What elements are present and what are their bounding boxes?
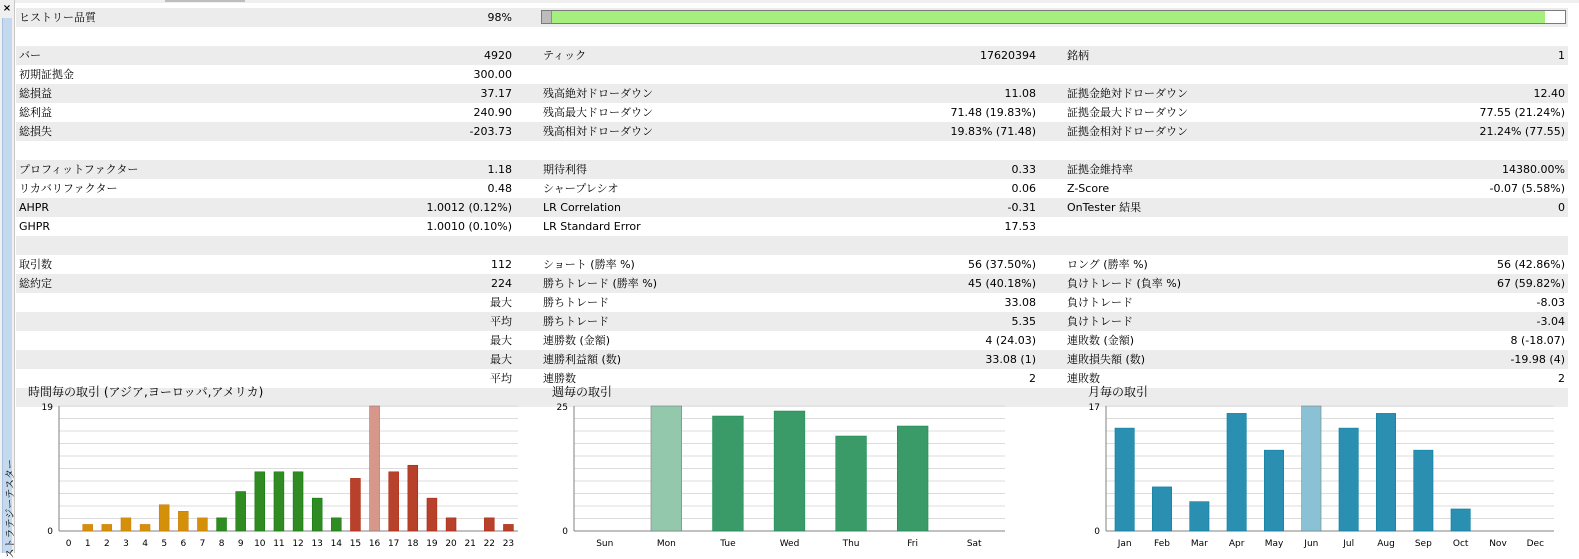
stats-label: 勝ちトレード <box>543 315 609 328</box>
history-quality-value: 98% <box>487 11 512 24</box>
bar <box>774 411 805 531</box>
bar <box>121 518 131 531</box>
x-tick-label: 5 <box>161 539 168 549</box>
stats-value: 0.06 <box>1011 182 1036 195</box>
bar <box>389 472 399 531</box>
weekly-chart <box>552 383 1007 553</box>
stats-value: 12.40 <box>1533 87 1565 100</box>
bar <box>274 472 284 531</box>
bar <box>484 518 494 531</box>
x-tick-label: Sat <box>966 539 982 549</box>
stats-label: 勝ちトレード (勝率 %) <box>543 277 658 290</box>
stats-label: 期待利得 <box>543 163 587 176</box>
stats-label: OnTester 結果 <box>1067 201 1142 214</box>
stats-label: 証拠金維持率 <box>1067 163 1133 176</box>
bar <box>1227 413 1246 531</box>
stats-label: LR Correlation <box>543 201 621 214</box>
y-tick-label: 0 <box>1094 527 1100 537</box>
stats-label: Z-Score <box>1067 182 1110 195</box>
stats-value: -0.07 (5.58%) <box>1489 182 1565 195</box>
stats-value: 平均 <box>490 372 512 385</box>
stats-label: GHPR <box>19 220 51 233</box>
x-tick-label: Sun <box>596 539 614 549</box>
x-tick-label: Jun <box>1304 539 1319 549</box>
stats-label: 総損失 <box>19 125 52 138</box>
stats-value: 最大 <box>490 334 512 347</box>
stats-row <box>16 122 1568 141</box>
x-tick-label: 6 <box>180 539 187 549</box>
bar <box>446 518 456 531</box>
x-tick-label: 20 <box>445 539 457 549</box>
stats-value <box>1368 65 1565 84</box>
bar <box>83 524 93 531</box>
x-tick-label: 1 <box>84 539 91 549</box>
bar <box>1264 450 1283 531</box>
bar <box>503 524 513 531</box>
stats-label: 取引数 <box>19 258 52 271</box>
bar <box>140 524 150 531</box>
monthly-chart-title: 月毎の取引 <box>1088 385 1149 399</box>
x-tick-label: May <box>1264 539 1284 549</box>
y-tick-label: 0 <box>47 527 53 537</box>
stats-label <box>19 293 179 312</box>
stats-label <box>543 65 863 84</box>
stats-label <box>543 236 863 255</box>
stats-label: 連勝利益額 (数) <box>543 353 622 366</box>
stats-label <box>1067 141 1367 160</box>
bar <box>1152 487 1171 531</box>
x-tick-label: Thu <box>842 539 860 549</box>
stats-label <box>19 312 179 331</box>
stats-value: -203.73 <box>469 125 512 138</box>
weekly-chart-title: 週毎の取引 <box>552 385 613 399</box>
stats-label <box>19 331 179 350</box>
bar <box>217 518 227 531</box>
stats-label <box>543 141 863 160</box>
monthly-chart <box>1088 383 1556 553</box>
stats-row <box>16 331 1568 350</box>
stats-row <box>16 217 1568 236</box>
bar <box>408 465 418 531</box>
stats-value: 4920 <box>484 49 512 62</box>
stats-label: 連敗損失額 (数) <box>1067 353 1146 366</box>
stats-value <box>186 27 512 46</box>
x-tick-label: 11 <box>273 539 285 549</box>
stats-label: 銘柄 <box>1067 49 1089 62</box>
x-tick-label: 3 <box>123 539 129 549</box>
top-tab-strip <box>0 0 1579 3</box>
bar <box>312 498 322 531</box>
side-panel <box>0 0 17 559</box>
bar <box>651 406 682 531</box>
y-tick-label: 0 <box>562 527 568 537</box>
stats-label: 初期証拠金 <box>19 68 74 81</box>
bar <box>1190 502 1209 531</box>
x-tick-label: Oct <box>1452 539 1469 549</box>
stats-label <box>1067 27 1367 46</box>
stats-label: 証拠金最大ドローダウン <box>1067 106 1188 119</box>
x-tick-label: Jul <box>1343 539 1355 549</box>
stats-value: 14380.00% <box>1502 163 1565 176</box>
bar <box>1451 509 1470 531</box>
stats-label: シャープレシオ <box>543 182 619 195</box>
stats-label: 証拠金絶対ドローダウン <box>1067 87 1188 100</box>
stats-value <box>866 236 1036 255</box>
stats-label: 負けトレード <box>1067 315 1133 328</box>
x-tick-label: 2 <box>103 539 110 549</box>
stats-value <box>866 27 1036 46</box>
stats-row <box>16 198 1568 217</box>
stats-row <box>16 84 1568 103</box>
stats-label: プロフィットファクター <box>19 163 139 176</box>
stats-label: 連勝数 (金額) <box>543 334 611 347</box>
stats-value: 300.00 <box>473 68 512 81</box>
stats-value <box>1368 141 1565 160</box>
hourly-chart-plot <box>28 383 520 553</box>
stats-value <box>1368 236 1565 255</box>
bar <box>427 498 437 531</box>
stats-label: ショート (勝率 %) <box>543 258 635 271</box>
stats-label: 連敗数 <box>1067 372 1100 385</box>
stats-value: 0 <box>1558 201 1565 214</box>
x-tick-label: 13 <box>311 539 323 549</box>
bar <box>836 436 867 531</box>
stats-value: 77.55 (21.24%) <box>1479 106 1565 119</box>
stats-value: 2 <box>1029 372 1036 385</box>
stats-value: -19.98 (4) <box>1510 353 1565 366</box>
y-tick-label: 17 <box>1088 403 1100 413</box>
bar <box>197 518 207 531</box>
monthly-chart-plot <box>1088 383 1556 553</box>
stats-label: 総利益 <box>19 106 52 119</box>
x-tick-label: 21 <box>464 539 476 549</box>
stats-value: 240.90 <box>473 106 512 119</box>
x-tick-label: Tue <box>720 539 736 549</box>
stats-value: 33.08 <box>1004 296 1036 309</box>
stats-label: 総約定 <box>19 277 52 290</box>
stats-row <box>16 141 1568 160</box>
history-quality-fill <box>542 11 1545 23</box>
stats-label <box>19 27 179 46</box>
x-tick-label: 0 <box>65 539 72 549</box>
stats-row <box>16 255 1568 274</box>
stats-value: 67 (59.82%) <box>1496 277 1565 290</box>
stats-value <box>866 141 1036 160</box>
history-quality-bar <box>541 10 1566 24</box>
stats-value: 2 <box>1558 372 1565 385</box>
stats-value: -0.31 <box>1007 201 1036 214</box>
x-tick-label: Nov <box>1489 539 1507 549</box>
x-tick-label: Mon <box>656 539 676 549</box>
stats-row <box>16 350 1568 369</box>
x-tick-label: Fri <box>907 539 919 549</box>
bar <box>159 505 169 531</box>
stats-label: バー <box>19 49 41 62</box>
stats-value <box>1368 217 1565 236</box>
stats-row <box>16 293 1568 312</box>
stats-label: 勝ちトレード <box>543 296 609 309</box>
stats-label: 残高相対ドローダウン <box>543 125 653 138</box>
bar <box>236 492 246 531</box>
stats-label: 負けトレード <box>1067 296 1133 309</box>
bar <box>255 472 265 531</box>
x-tick-label: Sep <box>1414 539 1432 549</box>
stats-label: リカバリファクター <box>19 182 118 195</box>
stats-label: 連敗数 (金額) <box>1067 334 1135 347</box>
stats-value: 56 (42.86%) <box>1496 258 1565 271</box>
stats-label <box>19 141 179 160</box>
stats-value: 17.53 <box>1004 220 1036 233</box>
weekly-chart-plot <box>552 383 1007 553</box>
stats-value: 112 <box>491 258 512 271</box>
bar <box>713 416 744 531</box>
bar <box>293 472 303 531</box>
stats-row <box>16 179 1568 198</box>
stats-value: 1 <box>1558 49 1565 62</box>
stats-label: LR Standard Error <box>543 220 641 233</box>
stats-value: 0.48 <box>487 182 512 195</box>
bar <box>370 406 380 531</box>
x-tick-label: 16 <box>368 539 381 549</box>
stats-value <box>1368 27 1565 46</box>
history-quality-marker <box>542 11 552 23</box>
stats-label: 証拠金相対ドローダウン <box>1067 125 1188 138</box>
stats-value: 56 (37.50%) <box>967 258 1036 271</box>
stats-label <box>1067 217 1367 236</box>
x-tick-label: 17 <box>387 539 400 549</box>
stats-value: 37.17 <box>480 87 512 100</box>
stats-label: 残高絶対ドローダウン <box>543 87 653 100</box>
stats-value: 21.24% (77.55) <box>1479 125 1565 138</box>
x-tick-label: 4 <box>142 539 148 549</box>
stats-row <box>16 274 1568 293</box>
x-tick-label: 19 <box>426 539 438 549</box>
x-tick-label: 18 <box>407 539 419 549</box>
x-tick-label: 12 <box>292 539 304 549</box>
stats-label: 連勝数 <box>543 372 576 385</box>
bar <box>350 478 360 531</box>
stats-row <box>16 160 1568 179</box>
x-tick-label: Feb <box>1154 539 1170 549</box>
stats-row <box>16 46 1568 65</box>
x-tick-label: 9 <box>237 539 244 549</box>
stats-value: 224 <box>491 277 512 290</box>
stats-row <box>16 103 1568 122</box>
history-quality-label: ヒストリー品質 <box>19 11 96 24</box>
bar <box>1414 450 1433 531</box>
stats-value <box>186 236 512 255</box>
bar <box>102 524 112 531</box>
hourly-chart <box>28 383 520 553</box>
close-icon[interactable]: × <box>2 3 12 14</box>
stats-label: AHPR <box>19 201 50 214</box>
stats-value: 1.18 <box>487 163 512 176</box>
stats-value: 17620394 <box>980 49 1036 62</box>
stats-value: -8.03 <box>1536 296 1565 309</box>
stats-value: 45 (40.18%) <box>967 277 1036 290</box>
stats-value: 最大 <box>490 296 512 309</box>
x-tick-label: Aug <box>1377 539 1395 549</box>
stats-value: 11.08 <box>1004 87 1036 100</box>
stats-label: 総損益 <box>19 87 52 100</box>
x-tick-label: 23 <box>502 539 515 549</box>
stats-value: 5.35 <box>1011 315 1036 328</box>
bar <box>331 518 341 531</box>
stats-label: 負けトレード (負率 %) <box>1067 277 1182 290</box>
stats-value: 71.48 (19.83%) <box>950 106 1036 119</box>
stats-value: 最大 <box>490 353 512 366</box>
stats-row <box>16 236 1568 255</box>
stats-label <box>19 350 179 369</box>
x-tick-label: Jan <box>1117 539 1132 549</box>
stats-value <box>866 65 1036 84</box>
stats-value: 平均 <box>490 315 512 328</box>
stats-row <box>16 312 1568 331</box>
stats-value: 1.0010 (0.10%) <box>426 220 512 233</box>
bar <box>1376 413 1395 531</box>
y-tick-label: 19 <box>41 403 53 413</box>
x-tick-label: Dec <box>1526 539 1545 549</box>
bar <box>1115 428 1134 531</box>
bar <box>1339 428 1358 531</box>
x-tick-label: 15 <box>349 539 362 549</box>
stats-label <box>1067 65 1367 84</box>
bar <box>897 426 928 531</box>
x-tick-label: Wed <box>779 539 800 549</box>
top-tab[interactable] <box>165 0 245 2</box>
stats-label: 残高最大ドローダウン <box>543 106 653 119</box>
stats-value: 33.08 (1) <box>985 353 1036 366</box>
stats-value: 0.33 <box>1011 163 1036 176</box>
stats-label: ティック <box>543 49 587 62</box>
history-quality-row <box>16 8 1568 27</box>
bar <box>178 511 188 531</box>
side-tab-label: ストラテジーテスター <box>5 459 17 559</box>
x-tick-label: 14 <box>330 539 343 549</box>
hourly-chart-title: 時間毎の取引 (アジア,ヨーロッパ,アメリカ) <box>28 385 264 399</box>
stats-row <box>16 27 1568 46</box>
stats-label <box>543 27 863 46</box>
stats-row <box>16 65 1568 84</box>
stats-value: 8 (-18.07) <box>1510 334 1565 347</box>
stats-label <box>19 236 179 255</box>
y-tick-label: 25 <box>556 403 568 413</box>
x-tick-label: 7 <box>199 539 206 549</box>
stats-value: 4 (24.03) <box>985 334 1036 347</box>
x-tick-label: 8 <box>218 539 225 549</box>
stats-table <box>16 8 1568 407</box>
x-tick-label: 10 <box>254 539 266 549</box>
stats-value: 19.83% (71.48) <box>950 125 1036 138</box>
x-tick-label: Apr <box>1228 539 1245 549</box>
stats-value <box>186 141 512 160</box>
x-tick-label: 22 <box>483 539 496 549</box>
bar <box>1302 406 1321 531</box>
stats-label <box>1067 236 1367 255</box>
stats-value: 1.0012 (0.12%) <box>426 201 512 214</box>
x-tick-label: Mar <box>1190 539 1208 549</box>
stats-value: -3.04 <box>1536 315 1565 328</box>
stats-label: ロング (勝率 %) <box>1067 258 1148 271</box>
